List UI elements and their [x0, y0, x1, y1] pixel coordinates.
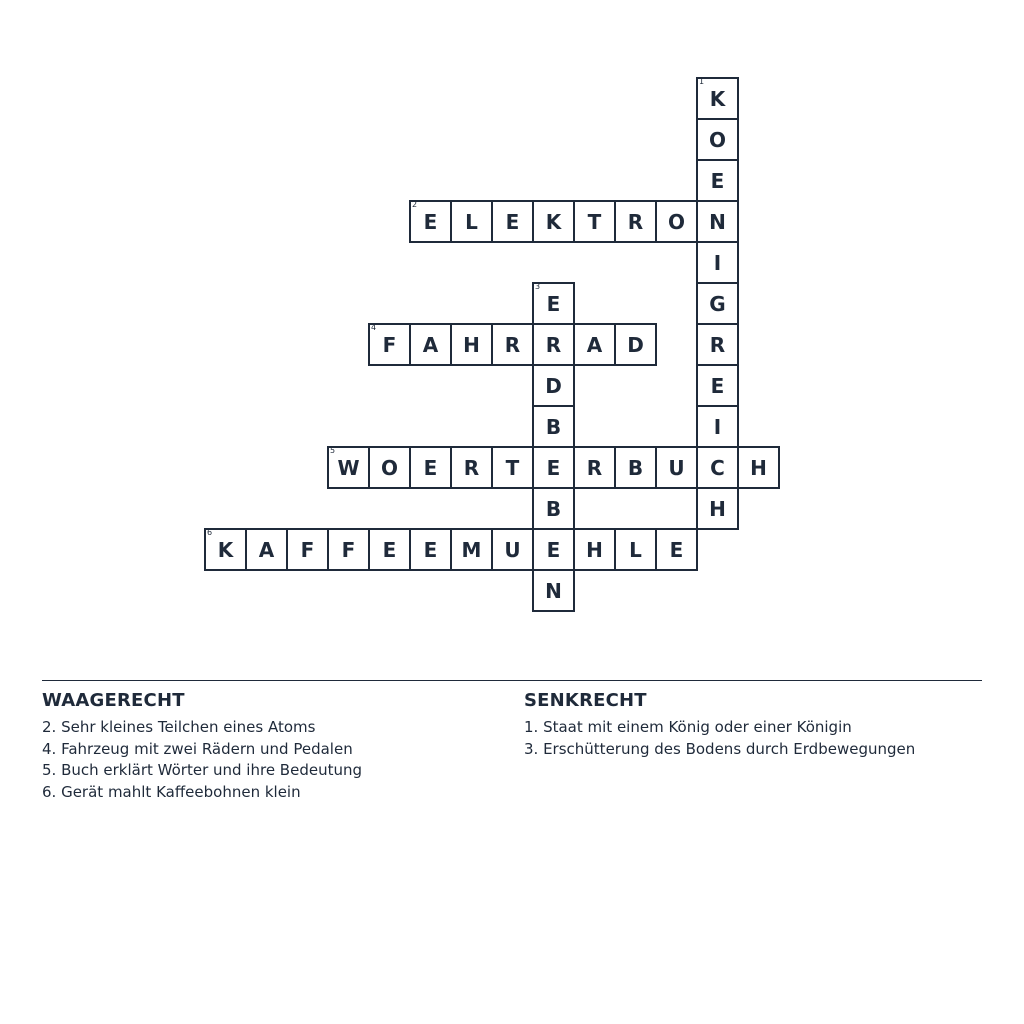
cell-letter: R	[627, 209, 644, 234]
grid-cell[interactable]	[245, 528, 288, 571]
grid-cell[interactable]	[450, 200, 493, 243]
cell-letter: D	[545, 373, 562, 398]
grid-cell[interactable]	[573, 446, 616, 489]
grid-cell[interactable]	[532, 528, 575, 571]
cell-letter: K	[217, 537, 234, 562]
cell-letter: R	[545, 332, 562, 357]
grid-cell[interactable]	[491, 446, 534, 489]
cell-letter: E	[423, 537, 438, 562]
divider	[42, 680, 982, 681]
cell-letter: F	[300, 537, 315, 562]
grid-cell[interactable]	[696, 487, 739, 530]
cell-letter: R	[586, 455, 603, 480]
down-heading: SENKRECHT	[524, 690, 647, 711]
grid-cell[interactable]	[655, 446, 698, 489]
grid-cell[interactable]	[696, 446, 739, 489]
cell-letter: C	[710, 455, 725, 480]
cell-letter: T	[587, 209, 602, 234]
clue-number: 6	[207, 528, 213, 537]
grid-cell[interactable]	[696, 118, 739, 161]
across-clues-section	[42, 690, 482, 803]
grid-cell[interactable]	[532, 569, 575, 612]
grid-cell[interactable]	[204, 528, 247, 571]
grid-cell[interactable]	[450, 323, 493, 366]
cell-letter: M	[461, 537, 482, 562]
cell-letter: O	[667, 209, 685, 234]
grid-cell[interactable]	[655, 528, 698, 571]
grid-cell[interactable]	[614, 323, 657, 366]
grid-cell[interactable]	[532, 282, 575, 325]
cell-letter: E	[382, 537, 397, 562]
cell-letter: O	[708, 127, 726, 152]
cell-letter: E	[710, 373, 725, 398]
grid-cell[interactable]	[532, 323, 575, 366]
grid-cell[interactable]	[409, 528, 452, 571]
grid-cell[interactable]	[696, 200, 739, 243]
cell-letter: F	[382, 332, 397, 357]
clue-number: 5	[330, 446, 336, 455]
cell-letter: E	[505, 209, 520, 234]
grid-cell[interactable]	[491, 323, 534, 366]
grid-cell[interactable]	[573, 528, 616, 571]
cell-letter: U	[668, 455, 685, 480]
cell-letter: E	[546, 291, 561, 316]
grid-cell[interactable]	[532, 200, 575, 243]
across-clue: 6. Gerät mahlt Kaffeebohnen klein	[42, 782, 301, 801]
cell-letter: N	[709, 209, 726, 234]
grid-cell[interactable]	[368, 528, 411, 571]
grid-cell[interactable]	[368, 323, 411, 366]
cell-letter: E	[669, 537, 684, 562]
clue-number: 1	[699, 77, 705, 86]
cell-letter: E	[546, 455, 561, 480]
cell-letter: R	[504, 332, 521, 357]
cell-letter: O	[380, 455, 398, 480]
grid-cell[interactable]	[450, 528, 493, 571]
cell-letter: E	[423, 455, 438, 480]
cell-letter: D	[627, 332, 644, 357]
grid-cell[interactable]	[696, 364, 739, 407]
cell-letter: B	[627, 455, 644, 480]
cell-letter: E	[546, 537, 561, 562]
clue-number: 2	[412, 200, 418, 209]
across-clue: 4. Fahrzeug mit zwei Rädern und Pedalen	[42, 739, 353, 758]
cell-letter: E	[423, 209, 438, 234]
grid-cell[interactable]	[409, 323, 452, 366]
grid-cell[interactable]	[696, 323, 739, 366]
across-clue-list	[42, 717, 482, 803]
grid-cell[interactable]	[696, 77, 739, 120]
cell-letter: R	[463, 455, 480, 480]
cell-letter: I	[713, 250, 722, 275]
cell-letter: N	[545, 578, 562, 603]
cell-letter: B	[545, 496, 562, 521]
grid-cell[interactable]	[450, 446, 493, 489]
cell-letter: A	[422, 332, 439, 357]
cell-letter: T	[505, 455, 520, 480]
cell-letter: R	[709, 332, 726, 357]
grid-cell[interactable]	[614, 200, 657, 243]
grid-cell[interactable]	[532, 487, 575, 530]
cell-letter: H	[750, 455, 767, 480]
grid-cell[interactable]	[409, 200, 452, 243]
grid-cell[interactable]	[573, 323, 616, 366]
clue-number: 3	[535, 282, 541, 291]
cell-letter: H	[463, 332, 480, 357]
down-clue: 1. Staat mit einem König oder einer Königin	[524, 718, 852, 736]
grid-cell[interactable]	[573, 200, 616, 243]
down-clue: 3. Erschütterung des Bodens durch Erdbewegungen	[524, 739, 916, 758]
cell-letter: H	[586, 537, 603, 562]
down-clue-list	[524, 717, 964, 760]
cell-letter: W	[337, 455, 360, 480]
cell-letter: A	[586, 332, 603, 357]
across-clue: 5. Buch erklärt Wörter und ihre Bedeutung	[42, 761, 363, 779]
grid-cell[interactable]	[696, 282, 739, 325]
across-heading: WAAGERECHT	[42, 690, 185, 711]
cell-letter: E	[710, 168, 725, 193]
cell-letter: F	[341, 537, 356, 562]
cell-letter: H	[709, 496, 726, 521]
cell-letter: U	[504, 537, 521, 562]
grid-cell[interactable]	[532, 446, 575, 489]
cell-letter: I	[713, 414, 722, 439]
grid-cell[interactable]	[696, 405, 739, 448]
grid-cell[interactable]	[368, 446, 411, 489]
grid-cell[interactable]	[327, 528, 370, 571]
grid-cell[interactable]	[696, 241, 739, 284]
down-clues-section	[524, 690, 964, 760]
grid-cell[interactable]	[327, 446, 370, 489]
grid-cell[interactable]	[655, 200, 698, 243]
cell-letter: L	[629, 537, 642, 562]
grid-cell[interactable]	[737, 446, 780, 489]
grid-cell[interactable]	[286, 528, 329, 571]
grid-cell[interactable]	[491, 528, 534, 571]
grid-cell[interactable]	[696, 159, 739, 202]
grid-cell[interactable]	[614, 528, 657, 571]
clue-number: 4	[371, 323, 377, 332]
across-clue: 2. Sehr kleines Teilchen eines Atoms	[42, 718, 316, 736]
cell-letter: B	[545, 414, 562, 439]
grid-cell[interactable]	[532, 364, 575, 407]
grid-cell[interactable]	[491, 200, 534, 243]
cell-letter: G	[709, 291, 726, 316]
cell-letter: L	[465, 209, 478, 234]
cell-letter: A	[258, 537, 275, 562]
cell-letter: K	[709, 86, 726, 111]
grid-cell[interactable]	[532, 405, 575, 448]
grid-cell[interactable]	[614, 446, 657, 489]
cell-letter: K	[545, 209, 562, 234]
grid-cell[interactable]	[409, 446, 452, 489]
